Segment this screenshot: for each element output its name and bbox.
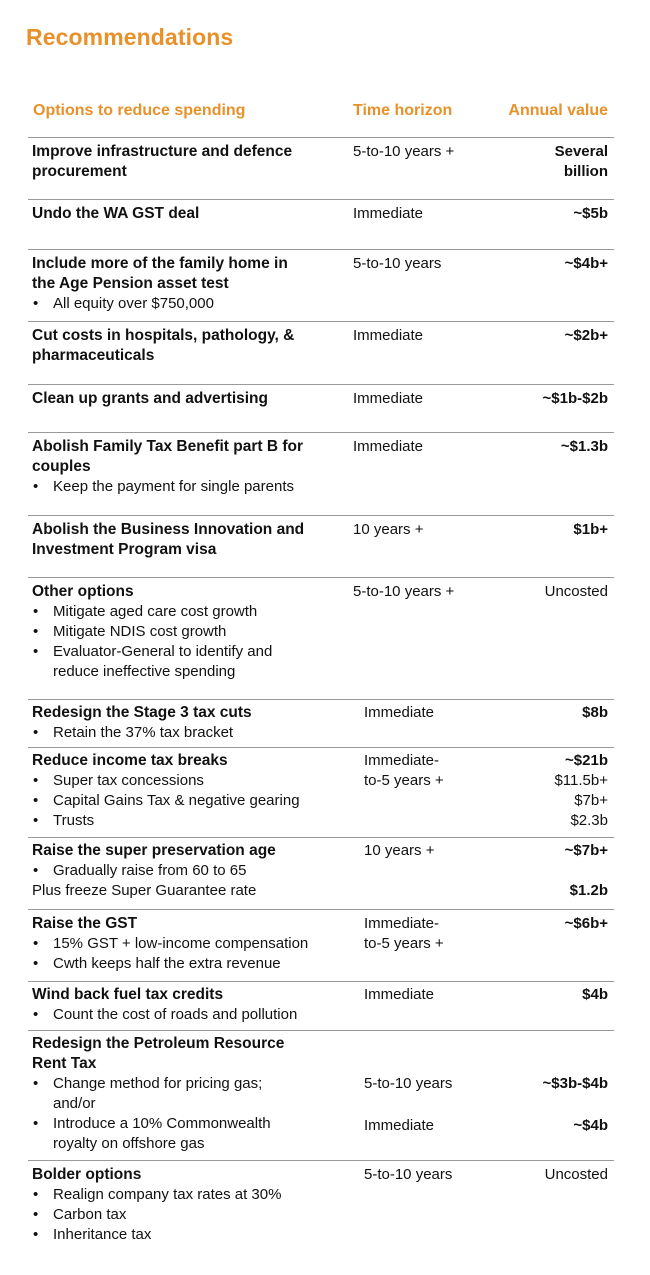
annual-value-line: ~$3b-$4b	[542, 1075, 608, 1092]
annual-value: ~$6b+	[564, 915, 608, 932]
sub-item-text: Change method for pricing gas;	[53, 1075, 263, 1092]
bullet-icon: •	[33, 724, 39, 741]
option-cell	[32, 142, 354, 182]
sub-item	[32, 1185, 354, 1205]
time-horizon: 5-to-10 years	[353, 255, 442, 272]
option-cell	[32, 703, 354, 743]
sub-item-text: Realign company tax rates at 30%	[53, 1186, 282, 1203]
annual-value	[468, 751, 608, 831]
sub-item-text: Trusts	[53, 812, 95, 829]
annual-value: Uncosted	[544, 1166, 608, 1183]
option-title: Redesign the Petroleum Resource	[32, 1035, 285, 1052]
sub-item-text: Retain the 37% tax bracket	[53, 724, 234, 741]
sub-item-text: Carbon tax	[53, 1206, 127, 1223]
time-horizon: 5-to-10 years +	[353, 143, 455, 160]
annual-value: $1b+	[573, 521, 608, 538]
option-title: Improve infrastructure and defence	[32, 143, 293, 160]
bullet-icon: •	[33, 1186, 39, 1203]
annual-value	[468, 1034, 608, 1136]
time-horizon: Immediate	[353, 327, 424, 344]
option-cell	[32, 1165, 354, 1245]
divider	[28, 747, 614, 748]
time-horizon: 10 years +	[353, 521, 424, 538]
table-header	[0, 100, 650, 136]
option-title: Reduce income tax breaks	[32, 752, 228, 769]
time-horizon: 10 years +	[364, 842, 435, 859]
annual-value-line: Several	[554, 143, 608, 160]
option-title: procurement	[32, 163, 127, 180]
sub-item	[32, 477, 354, 497]
option-cell	[32, 985, 354, 1025]
option-cell	[32, 841, 354, 901]
bullet-icon: •	[33, 623, 39, 640]
header-time-horizon: Time horizon	[353, 102, 453, 119]
time-horizon: 5-to-10 years	[364, 1166, 453, 1183]
annual-value-line: $11.5b+	[554, 772, 608, 789]
option-cell	[32, 389, 354, 409]
option-title: the Age Pension asset test	[32, 275, 229, 292]
sub-item	[32, 791, 354, 811]
time-horizon: Immediate	[353, 390, 424, 407]
sub-item	[32, 771, 354, 791]
option-title: Include more of the family home in	[32, 255, 288, 272]
option-title: pharmaceuticals	[32, 347, 155, 364]
annual-value: ~$4b+	[564, 255, 608, 272]
sub-item-text: Introduce a 10% Commonwealth	[53, 1115, 271, 1132]
sub-item	[32, 811, 354, 831]
option-title: Abolish Family Tax Benefit part B for	[32, 438, 304, 455]
divider	[28, 432, 614, 433]
bullet-icon: •	[33, 935, 39, 952]
divider	[28, 321, 614, 322]
option-title: Other options	[32, 583, 134, 600]
sub-item-text: Evaluator-General to identify and	[53, 643, 273, 660]
annual-value-line: ~$7b+	[564, 842, 608, 859]
option-title: Investment Program visa	[32, 541, 217, 558]
time-horizon-line: Immediate	[364, 1117, 435, 1134]
annual-value-total: ~$21b	[565, 752, 608, 769]
annual-value: ~$5b	[573, 205, 608, 222]
annual-value: ~$2b+	[564, 327, 608, 344]
sub-item-text: reduce ineffective spending	[53, 663, 236, 680]
option-title: couples	[32, 458, 91, 475]
sub-item-text: royalty on offshore gas	[53, 1135, 205, 1152]
bullet-icon: •	[33, 1226, 39, 1243]
option-cell	[32, 520, 354, 560]
option-title: Bolder options	[32, 1166, 142, 1183]
time-horizon: Immediate	[364, 704, 435, 721]
divider	[28, 199, 614, 200]
time-horizon-line: to-5 years +	[364, 772, 444, 789]
option-title: Raise the super preservation age	[32, 842, 276, 859]
sub-item-text: Mitigate aged care cost growth	[53, 603, 258, 620]
bullet-icon: •	[33, 812, 39, 829]
option-cell	[32, 914, 354, 974]
sub-item	[32, 642, 354, 662]
option-cell	[32, 326, 354, 366]
time-horizon-line: Immediate-	[364, 752, 440, 769]
time-horizon-line: Immediate-	[364, 915, 440, 932]
option-title: Abolish the Business Innovation and	[32, 521, 305, 538]
sub-item	[32, 1005, 354, 1025]
divider	[28, 577, 614, 578]
bullet-icon: •	[33, 295, 39, 312]
page-title: Recommendations	[26, 24, 234, 50]
divider	[28, 981, 614, 982]
option-cell	[32, 1034, 354, 1154]
time-horizon: Immediate	[353, 205, 424, 222]
divider	[28, 909, 614, 910]
option-title: Cut costs in hospitals, pathology, &	[32, 327, 295, 344]
option-cell	[32, 751, 354, 831]
sub-item-text: Mitigate NDIS cost growth	[53, 623, 227, 640]
bullet-icon: •	[33, 1115, 39, 1132]
option-title: Clean up grants and advertising	[32, 390, 268, 407]
sub-item	[32, 723, 354, 743]
divider	[28, 137, 614, 138]
sub-item	[32, 622, 354, 642]
sub-item-text: Cwth keeps half the extra revenue	[53, 955, 281, 972]
option-title: Undo the WA GST deal	[32, 205, 200, 222]
sub-item-text: and/or	[53, 1095, 96, 1112]
sub-item-text: Gradually raise from 60 to 65	[53, 862, 247, 879]
bullet-icon: •	[33, 643, 39, 660]
annual-value: ~$1b-$2b	[542, 390, 608, 407]
sub-item-text: Super tax concessions	[53, 772, 204, 789]
time-horizon: Immediate	[364, 986, 435, 1003]
sub-item-text: Keep the payment for single parents	[53, 478, 294, 495]
option-cell	[32, 204, 354, 224]
sub-item	[32, 1114, 354, 1134]
sub-item-text: 15% GST + low-income compensation	[53, 935, 309, 952]
option-cell	[32, 582, 354, 682]
divider	[28, 384, 614, 385]
option-title: Wind back fuel tax credits	[32, 986, 224, 1003]
divider	[28, 1030, 614, 1031]
sub-item-text: Inheritance tax	[53, 1226, 152, 1243]
option-cell	[32, 254, 354, 314]
header-options: Options to reduce spending	[33, 102, 246, 119]
bullet-icon: •	[33, 1075, 39, 1092]
annual-value: $8b	[582, 704, 608, 721]
sub-item-text: Capital Gains Tax & negative gearing	[53, 792, 300, 809]
sub-item-continued	[32, 662, 354, 682]
sub-item-text: All equity over $750,000	[53, 295, 214, 312]
time-horizon: Immediate	[353, 438, 424, 455]
time-horizon-line: 5-to-10 years	[364, 1075, 453, 1092]
divider	[28, 1160, 614, 1161]
bullet-icon: •	[33, 1206, 39, 1223]
option-title: Redesign the Stage 3 tax cuts	[32, 704, 252, 721]
divider	[28, 515, 614, 516]
bullet-icon: •	[33, 772, 39, 789]
sub-item	[32, 1205, 354, 1225]
sub-item	[32, 954, 354, 974]
option-title: Raise the GST	[32, 915, 138, 932]
annual-value	[468, 142, 608, 182]
time-horizon-line: to-5 years +	[364, 935, 444, 952]
annual-value: ~$1.3b	[560, 438, 608, 455]
extra-note: Plus freeze Super Guarantee rate	[32, 882, 257, 899]
annual-value-line: billion	[563, 163, 608, 180]
sub-item	[32, 1074, 354, 1094]
sub-item	[32, 1225, 354, 1245]
time-horizon: 5-to-10 years +	[353, 583, 455, 600]
bullet-icon: •	[33, 955, 39, 972]
bullet-icon: •	[33, 792, 39, 809]
bullet-icon: •	[33, 1006, 39, 1023]
sub-item-text: Count the cost of roads and pollution	[53, 1006, 298, 1023]
header-annual-value: Annual value	[508, 102, 608, 119]
option-cell	[32, 437, 354, 497]
sub-item	[32, 861, 354, 881]
divider	[28, 837, 614, 838]
annual-value: Uncosted	[544, 583, 608, 600]
sub-item	[32, 602, 354, 622]
annual-value-line: $1.2b	[569, 882, 608, 899]
annual-value: $4b	[582, 986, 608, 1003]
option-title: Rent Tax	[32, 1055, 97, 1072]
bullet-icon: •	[33, 478, 39, 495]
annual-value	[468, 841, 608, 901]
annual-value-line: $7b+	[574, 792, 608, 809]
bullet-icon: •	[33, 603, 39, 620]
divider	[28, 249, 614, 250]
sub-item-continued	[32, 1094, 354, 1114]
sub-item	[32, 934, 354, 954]
sub-item-continued	[32, 1134, 354, 1154]
annual-value-line: $2.3b	[570, 812, 608, 829]
sub-item	[32, 294, 354, 314]
bullet-icon: •	[33, 862, 39, 879]
divider	[28, 699, 614, 700]
annual-value-line: ~$4b	[573, 1117, 608, 1134]
